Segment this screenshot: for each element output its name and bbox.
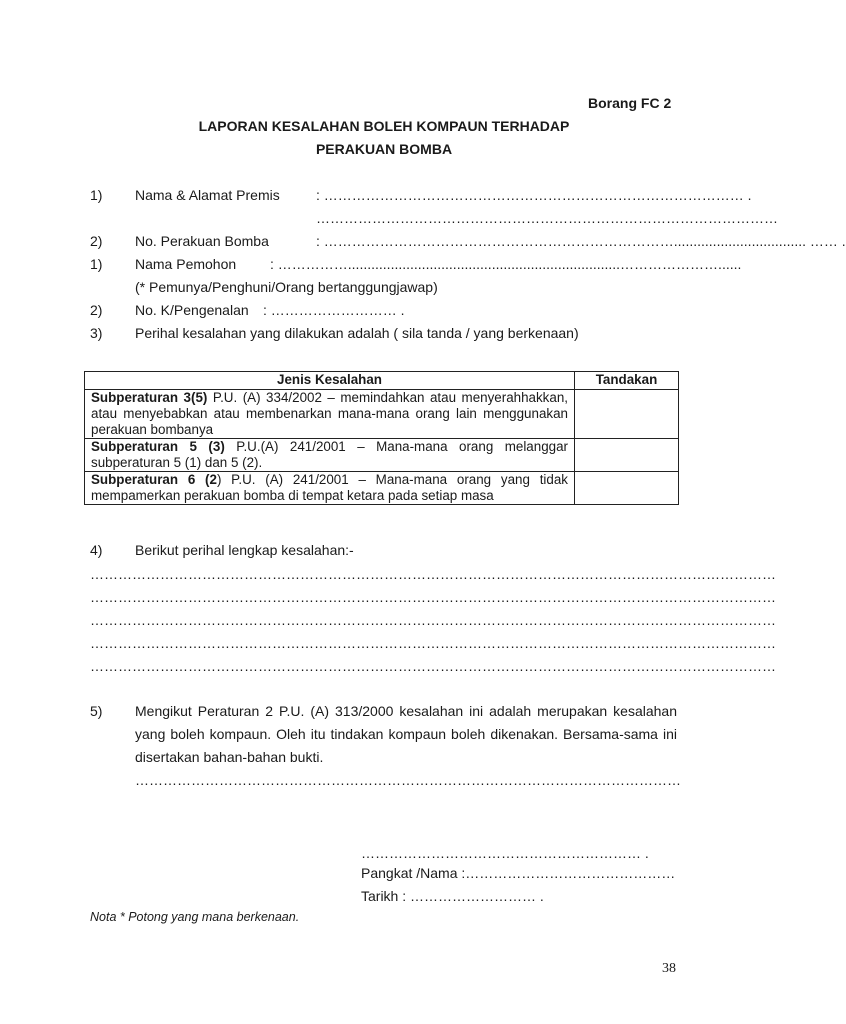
column-header-tandakan: Tandakan xyxy=(575,372,679,390)
offence-text: ) P.U. (A) 241/2001 – Mana-mana orang yang tidak mempamerkan perakuan bomba di tempat ketara pada setiap masa xyxy=(91,472,568,503)
tick-box[interactable] xyxy=(575,390,679,439)
table-header-row xyxy=(85,372,679,390)
offence-description xyxy=(85,472,575,505)
footnote: Nota * Potong yang mana berkenaan. xyxy=(90,910,300,924)
field-number: 1) xyxy=(90,256,103,272)
section-number: 5) xyxy=(90,703,103,719)
title-line-2: PERAKUAN BOMBA xyxy=(315,141,453,157)
detail-dotted-line[interactable]: ………………………………………………………………………………………………………………………………… xyxy=(90,658,776,674)
offence-text: P.U. (A) 334/2002 – memindahkan atau menyerahhakkan, atau menyebabkan atau membenarkan mana-mana orang lain menggunakan perakuan bombanya xyxy=(91,390,568,437)
offence-text: P.U.(A) 241/2001 – Mana-mana orang melanggar subperaturan 5 (1) dan 5 (2). xyxy=(91,439,568,470)
detail-dotted-line[interactable]: ………………………………………………………………………………………………………………………………… xyxy=(90,635,776,651)
field-label: No. Perakuan Bomba xyxy=(135,233,269,249)
field-number: 3) xyxy=(90,325,103,341)
title-line-1: LAPORAN KESALAHAN BOLEH KOMPAUN TERHADAP xyxy=(198,118,570,134)
offence-table xyxy=(84,371,679,505)
field-label: Nama & Alamat Premis xyxy=(135,187,280,203)
table-row xyxy=(85,439,679,472)
section-label: Berikut perihal lengkap kesalahan:- xyxy=(135,542,354,558)
pemohon-dotted-line[interactable]: : ……………......................................................................…………………...... xyxy=(270,256,742,272)
page-number: 38 xyxy=(662,961,676,976)
detail-dotted-line[interactable]: ………………………………………………………………………………………………………………………………… xyxy=(90,566,776,582)
tick-box[interactable] xyxy=(575,439,679,472)
detail-dotted-line[interactable]: ………………………………………………………………………………………………………………………………… xyxy=(90,612,776,628)
date-field[interactable]: Tarikh : ……………………… . xyxy=(361,888,544,904)
column-header-jenis: Jenis Kesalahan xyxy=(85,372,575,390)
field-number: 1) xyxy=(90,187,103,203)
table-row xyxy=(85,472,679,505)
field-number: 2) xyxy=(90,233,103,249)
field-number: 2) xyxy=(90,302,103,318)
field-label: No. K/Pengenalan xyxy=(135,302,249,318)
evidence-dotted-line[interactable]: ……………………………………………………………………………………………………… xyxy=(135,772,681,788)
offence-regulation: Subperaturan 3(5) xyxy=(91,390,208,405)
section-number: 4) xyxy=(90,542,103,558)
premis-dotted-line[interactable]: : ……………………………………………………………………………… . xyxy=(316,187,752,203)
offence-regulation: Subperaturan 5 (3) xyxy=(91,439,225,454)
form-code: Borang FC 2 xyxy=(588,95,672,111)
offence-description xyxy=(85,390,575,439)
premis-dotted-line-2[interactable]: ……………………………………………………………………………………… xyxy=(316,210,778,226)
detail-dotted-line[interactable]: ………………………………………………………………………………………………………………………………… xyxy=(90,589,776,605)
offence-regulation: Subperaturan 6 (2 xyxy=(91,472,217,487)
ic-dotted-line[interactable]: : ……………………… . xyxy=(263,302,405,318)
perakuan-dotted-line[interactable]: : ………………………………………………………………….................................. …… . xyxy=(316,233,846,249)
field-label: Nama Pemohon xyxy=(135,256,237,272)
offence-description xyxy=(85,439,575,472)
rank-name-field[interactable]: Pangkat /Nama :……………………………………… xyxy=(361,865,676,881)
table-row xyxy=(85,390,679,439)
section-5-paragraph: Mengikut Peraturan 2 P.U. (A) 313/2000 kesalahan ini adalah merupakan kesalahan yang boleh kompaun. Oleh itu tindakan kompaun boleh dikenakan. Bersama-sama ini disertakan bahan-bahan bukti. xyxy=(135,703,677,765)
field-label: Perihal kesalahan yang dilakukan adalah ( sila tanda / yang berkenaan) xyxy=(135,325,579,341)
pemohon-sub-note: (* Pemunya/Penghuni/Orang bertanggungjawap) xyxy=(135,279,438,295)
tick-box[interactable] xyxy=(575,472,679,505)
signature-line[interactable]: …………………………………………………… . xyxy=(361,845,649,861)
